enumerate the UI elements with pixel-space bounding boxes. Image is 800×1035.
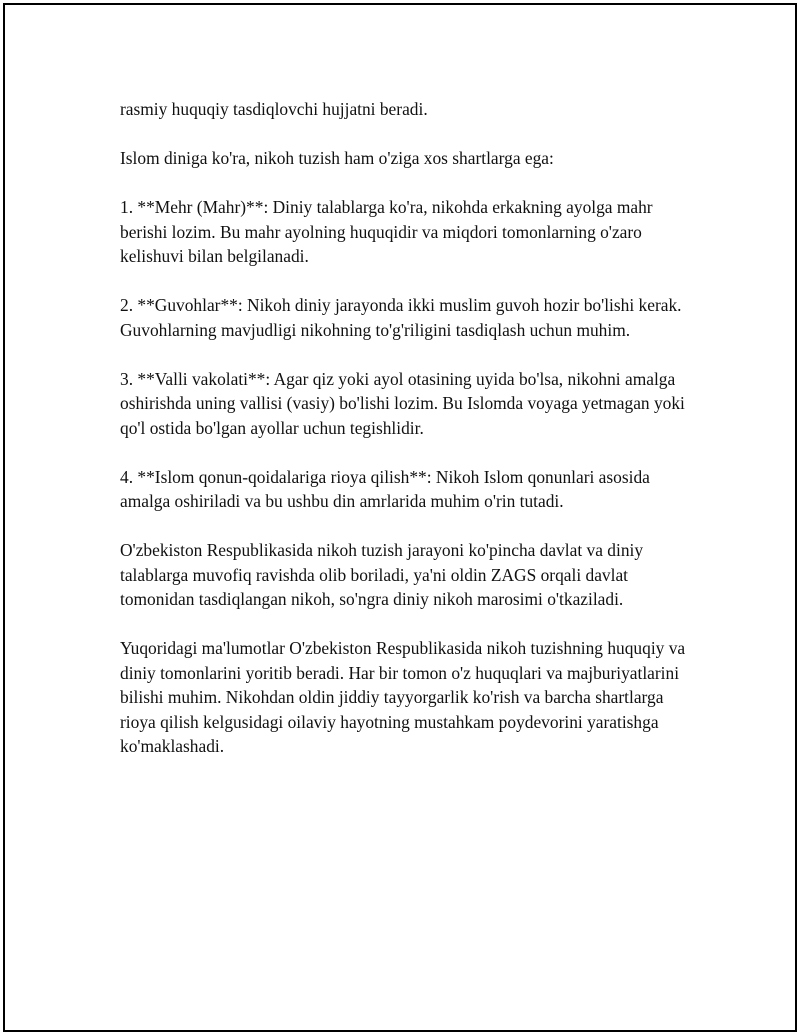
document-page <box>3 3 797 1032</box>
paragraph-continuation: rasmiy huquqiy tasdiqlovchi hujjatni beradi. <box>120 99 428 119</box>
paragraph-process: O'zbekiston Respublikasida nikoh tuzish jarayoni ko'pincha davlat va diniy talablarga muvofiq ravishda olib boriladi, ya'ni oldin ZAGS orqali davlat tomonidan tasdiqlangan nikoh, so'ngra diniy nikoh marosimi o'tkaziladi. <box>120 540 644 609</box>
list-item-valli: 3. **Valli vakolati**: Agar qiz yoki ayol otasining uyida bo'lsa, nikohni amalga oshirishda uning vallisi (vasiy) bo'lishi lozim. Bu Islomda voyaga yetmagan yoki qo'l ostida bo'lgan ayollar uchun tegishlidir. <box>120 368 685 438</box>
list-item-islom-qonun: 4. **Islom qonun-qoidalariga rioya qilish**: Nikoh Islom qonunlari asosida amalga oshiriladi va bu ushbu din amrlarida muhim o'rin tutadi. <box>120 466 650 511</box>
list-item-mehr: 1. **Mehr (Mahr)**: Diniy talablarga ko'ra, nikohda erkakning ayolga mahr berishi lozim. Bu mahr ayolning huquqidir va miqdori tomonlarning o'zaro kelishuvi bilan belgilanadi. <box>120 197 653 266</box>
list-item-guvohlar: 2. **Guvohlar**: Nikoh diniy jarayonda ikki muslim guvoh hozir bo'lishi kerak. Guvohlarning mavjudligi nikohning to'g'riligini tasdiqlash uchun muhim. <box>120 295 682 340</box>
paragraph-intro: Islom diniga ko'ra, nikoh tuzish ham o'ziga xos shartlarga ega: <box>120 148 554 168</box>
paragraph-conclusion: Yuqoridagi ma'lumotlar O'zbekiston Respublikasida nikoh tuzishning huquqiy va diniy tomonlarini yoritib beradi. Har bir tomon o'z huquqlari va majburiyatlarini bilishi muhim. Nikohdan oldin jiddiy tayyorgarlik ko'rish va barcha shartlarga rioya qilish kelgusidagi oilaviy hayotning mustahkam poydevorini yaratishga ko'maklashadi. <box>120 638 686 756</box>
document-body <box>120 97 700 783</box>
